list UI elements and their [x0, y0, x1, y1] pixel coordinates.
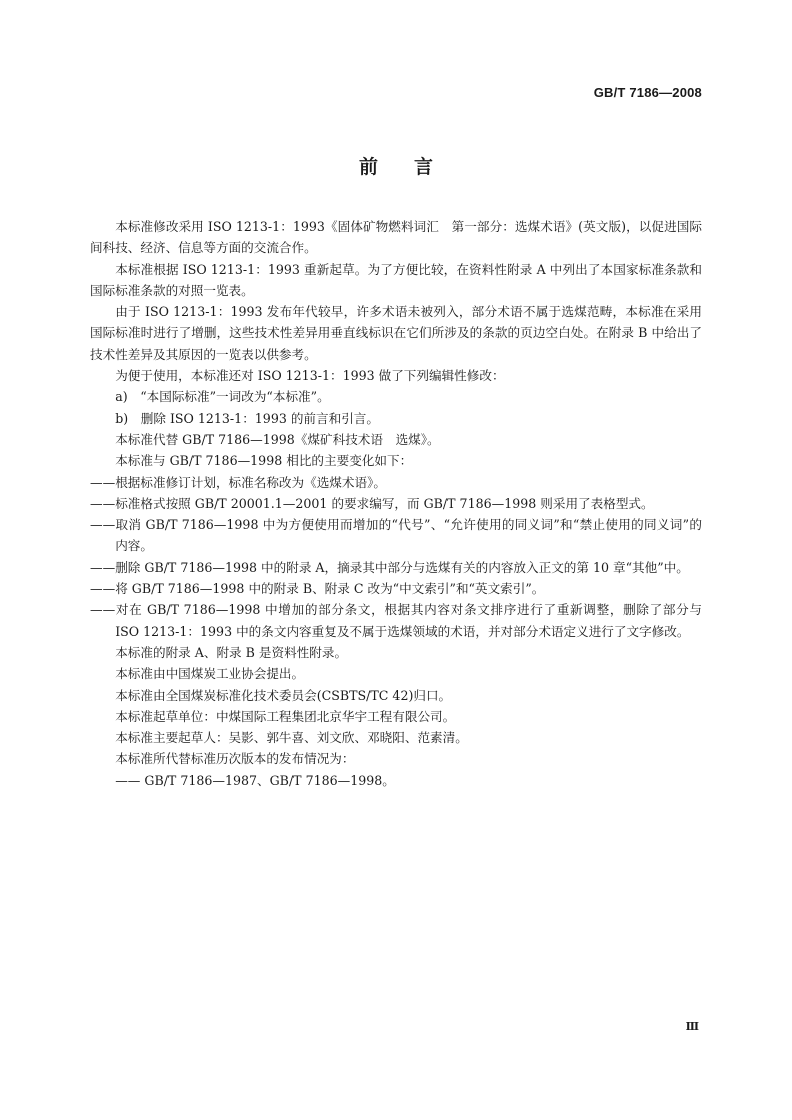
paragraph-history-list: —— GB/T 7186—1987、GB/T 7186—1998。 — [115, 772, 395, 788]
change-item — [90, 578, 702, 599]
foreword-body — [90, 216, 702, 791]
change-item — [90, 472, 702, 493]
paragraph-annexes: 本标准的附录 A、附录 B 是资料性附录。 — [115, 644, 348, 660]
paragraph-drafting-unit: 本标准起草单位：中煤国际工程集团北京华宇工程有限公司。 — [115, 708, 456, 724]
paragraph-committee: 本标准由全国煤炭标准化技术委员会(CSBTS/TC 42)归口。 — [115, 687, 452, 703]
paragraph-proposer: 本标准由中国煤炭工业协会提出。 — [115, 666, 305, 682]
paragraph-editorial-intro: 为便于使用，本标准还对 ISO 1213-1：1993 做了下列编辑性修改： — [115, 368, 505, 384]
dash-mark: —— — [90, 559, 116, 575]
page-title — [0, 152, 792, 179]
paragraph-adoption: 本标准修改采用 ISO 1213-1：1993《固体矿物燃料词汇 第一部分：选煤术语》(英文版)，以促进国际间科技、经济、信息等方面的交流合作。 — [90, 219, 702, 256]
change-item — [90, 557, 702, 578]
paragraph-history-intro: 本标准所代替标准历次版本的发布情况为： — [115, 751, 355, 767]
paragraph-drafters: 本标准主要起草人：吴影、郭牛喜、刘文欣、邓晓阳、范素清。 — [115, 730, 468, 746]
change-text: 取消 GB/T 7186—1998 中为方便使用而增加的“代号”、“允许使用的同义词”和“禁止使用的同义词”的内容。 — [115, 517, 702, 554]
page-number: Ⅲ — [685, 1020, 699, 1033]
change-item — [90, 514, 702, 557]
change-text: 删除 GB/T 7186—1998 中的附录 A，摘录其中部分与选煤有关的内容放入正文的第 10 章“其他”中。 — [115, 559, 689, 575]
paragraph-replaces: 本标准代替 GB/T 7186—1998《煤矿科技术语 选煤》。 — [115, 431, 440, 447]
title-char-1: 前 — [358, 156, 378, 178]
paragraph-technical-differences: 由于 ISO 1213-1：1993 发布年代较早，许多术语未被列入，部分术语不属于选煤范畴，本标准在采用国际标准时进行了增删，这些技术性差异用垂直线标识在它们所涉及的条款的页边空白处。在附录 B 中给出了技术性差异及其原因的一览表以供参考。 — [90, 304, 702, 362]
change-text: 对在 GB/T 7186—1998 中增加的部分条文，根据其内容对条文排序进行了重新调整，删除了部分与 ISO 1213-1：1993 中的条文内容重复及不属于选煤领域的术语，并对部分术语定义进行了文字修改。 — [115, 602, 702, 639]
dash-mark: —— — [90, 474, 116, 490]
change-item — [90, 599, 702, 642]
change-text: 根据标准修订计划，标准名称改为《选煤术语》。 — [115, 474, 386, 490]
dash-mark: —— — [90, 581, 116, 597]
change-item — [90, 493, 702, 514]
standard-code-header: GB/T 7186—2008 — [593, 85, 702, 100]
change-text: 将 GB/T 7186—1998 中的附录 B、附录 C 改为“中文索引”和“英文索引”。 — [115, 581, 545, 597]
change-text: 标准格式按照 GB/T 20001.1—2001 的要求编写，而 GB/T 7186—1998 则采用了表格型式。 — [115, 495, 654, 511]
dash-mark: —— — [90, 495, 116, 511]
dash-mark: —— — [90, 517, 116, 533]
list-item-b: b) 删除 ISO 1213-1：1993 的前言和引言。 — [115, 410, 379, 426]
dash-mark: —— — [90, 602, 116, 618]
title-char-2: 言 — [414, 156, 434, 178]
paragraph-redraft: 本标准根据 ISO 1213-1：1993 重新起草。为了方便比较，在资料性附录 A 中列出了本国家标准条款和国际标准条款的对照一览表。 — [90, 261, 702, 298]
paragraph-changes-intro: 本标准与 GB/T 7186—1998 相比的主要变化如下： — [115, 453, 413, 469]
list-item-a: a) “本国际标准”一词改为“本标准”。 — [115, 389, 330, 405]
